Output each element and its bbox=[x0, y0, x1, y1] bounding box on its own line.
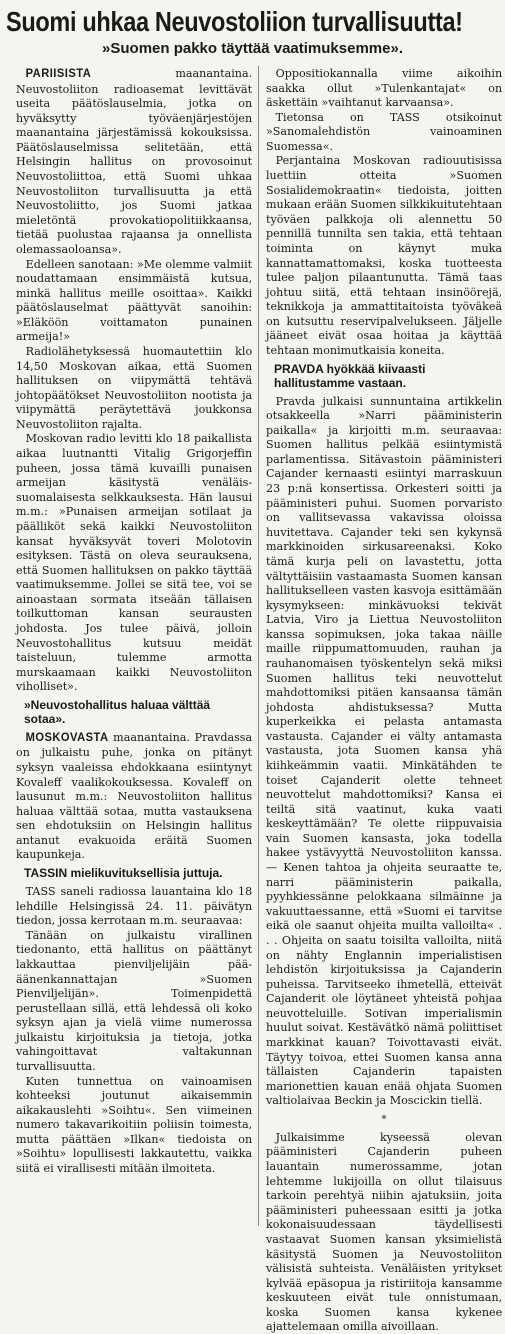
paragraph: TASS saneli radiossa lauantaina klo 18 lehdille Helsingissä 24. 11. päivätyn tiedon, jossa kerrotaan m.m. seuraavaa: bbox=[16, 884, 253, 928]
dateline-moskovasta: MOSKOVASTA bbox=[25, 730, 109, 744]
paragraph: Tietonsa on TASS otsikoinut »Sanomalehdistön vainoaminen Suomessa«. bbox=[266, 109, 503, 153]
paragraph-text: maanantaina. Pravdassa on julkaistu puhe, jonka on pitänyt syksyn vaaleissa ehdokkaana esiintynyt Kovaleff vaalikokouksessa. Kovaleff on lausunut m.m.: Neuvostoliiton hallitus haluaa välttää sotaa, mutta vastauksena sen ehdotuksiin on Helsingin hallitus antanut evakuoida eräitä Suomen kaupunkeja. bbox=[16, 729, 253, 862]
dateline-pariisista: PARIISISTA bbox=[25, 67, 92, 80]
paragraph: Moskovan radio levitti klo 18 paikallista aikaa luutnantti Vitalig Grigorjeffin puheen, jossa tämä kuvailli punaisen armeijan käsitystä venäläis-suomalaisesta selkkauksesta. Hän lausui m.m.: »Punaisen armeijan sotilaat ja päälliköt sekä kaikki Neuvostoliiton kansat hyväksyvät toveri Molotovin esityksen. Tästä on oleva seurauksena, että Suomen hallituksen on pakko täyttää vaatimuksemme. Jollei se sitä tee, voi se ainoastaan sormata itseään tällaisen toilkuttoman kansan seurausten johdosta. Jos tulee päivä, jolloin Neuvostohallitus kutsuu meidät taisteluun, tulemme armotta murskaamaan kaikki Neuvostoliiton viholliset». bbox=[16, 431, 253, 694]
paragraph-text: maanantaina. Neuvostoliiton radioasemat levittävät useita päätöslauselmia, jotka on hyväksytty työväenjärjestöjen maanantaina järjestämissä kokouksissa. Päätöslauselmissa selitetään, että Helsingin hallitus on provosoinut Neuvostoliittoa, että Suomi uhkaa Neuvostoliiton turvallisuutta ja että Neuvostoliitto, jos Suomi jatkaa mieletöntä provokatiopolitiikkaansa, tietää puolustaa rajaansa ja onnellista olemassaoloansa». bbox=[16, 66, 253, 256]
paragraph: Julkaisimme kyseessä olevan pääministeri Cajanderin puheen lauantain numerossamme, jotan lehtemme lukijoilla on ollut tilaisuus tarkoin perehtyä niihin ajatuksiin, joita pääministeri puheessaan esitti ja jotka kokonaisuudessaan täydellisesti vastaavat Suomen kansan yksimielistä käsitystä Suomen ja Neuvostoliiton välisistä suhteista. Venäläisten yritykset kylvää epäsopua ja ristiriitoja kansamme keskuuteen eivät tule onnistumaan, koska Suomen kansa kykenee ajattelemaan omilla aivoillaan. bbox=[266, 1129, 503, 1334]
paragraph bbox=[16, 66, 252, 257]
section-heading: TASSIN mielikuvituksellisia juttuja. bbox=[24, 866, 223, 881]
paragraph: Perjantaina Moskovan radiouutisissa luettiin otteita »Suomen Sosialidemokraatin« tiedoista, joitten mukaan erään Suomen silkkikuitutehtaan työväen palkkoja oli alennettu 50 pennillä tunnilta sen takia, että tehtaan toiminta on käynyt muka kannattamattomaksi, koska tuotteesta tulee paljon pilaantunutta. Tämä taas johtuu siitä, että tehtaan insinöörejä, teknikkoja ja ammattitaitoista työväkeä on kutsuttu reservipalvelukseen. Jäljelle jääneet eivät osaa hoitaa ja käyttää tehtaan monimutkaisia koneita. bbox=[266, 153, 503, 357]
separator-asterisk: * bbox=[381, 1113, 387, 1125]
paragraph: Pravda julkaisi sunnuntaina artikkelin otsakkeella »Narri pääministerin paikalla« ja kirjoitti m.m. seuraavaa: Suomen hallitus pelkää esiintymistä parlamentissa. Sitävastoin pääministeri Cajander kernaasti esiintyi marraskuun 23 p:nä konsertissa. Orkesteri soitti ja pääministeri puhui. Suomen porvaristo on vallitsevassa vakavissa oloissa huvitettava. Cajander teki sen kykynsä markkinoiden sirkusareenaksi. Koko tämä kurja peli on lavastettu, jotta vältyttäisiin vastaamasta Suomen kansan hallitukselleen vasten kasvoja esittämään kysymykseen: minkävuoksi tekivät Latvia, Viro ja Liettua Neuvostoliiton kanssa sopimuksen, joka takaa näille maille riippumattomuuden, rauhan ja rauhanomaisen työskentelyn sekä miksi Suomen hallitus teki neuvottelut mahdottomiksi pitäen kansaansa tämän johdosta ahdistuksessa? Mutta kuperkeikka ei pelasta antamasta vastausta. Cajander ei välty antamasta vastausta, jota Suomen kansa yhä kiihkeämmin vaatii. Minkätähden te toiset Cajanderit olette tehneet neuvottelut mahdottomiksi? Kansa ei teiltä sitä vaatinut, kuka vaati keskeyttämään? Te olette riippuvaisia vain Suomen kansasta, joka todella hakee ystävyyttä Neuvostoliiton kanssa. — Kenen tahtoa ja ohjeita seuraatte te, narri pääministerin paikalla, pyyhkiessänne pelokkaana silmäinne ja vakuuttaessanne, että »Suomi ei tarvitse eikä ole saanut ohjeita muilta valloilta« . . . Ohjeita on saatu toisilta valloilta, niitä on nähty Englannin imperialistisen lehdistön kirjoituksissa ja Cajanderin puheissa. Tarvitseeko ihmetellä, etteivät Cajanderit ole löytäneet yhteistä pohjaa neuvotteluille. Sotivan imperialismin huulut soivat. Kestävätkö nämä poliittiset markkinat kauan? Toivottavasti eivät. Täytyy toivoa, ettei Suomen kansa anna tällaisten Cajanderin tapaisten marionettien kauan enää ohjata Suomen valtiolaivaa Beckin ja Moscickin tiellä. bbox=[266, 393, 503, 1108]
right-column bbox=[266, 66, 503, 1334]
paragraph: Tänään on julkaistu virallinen tiedonanto, että hallitus on päättänyt lakkauttaa pienviljelijäin pää-äänenkannattajan »Suomen Pienviljelijän». Toimenpidettä perustellaan sillä, että lehdessä oli koko syksyn ajan ja vielä viime numerossa julkaistu kirjoituksia ja tietoja, jotka vahingoittavat valtakunnan turvallisuutta. bbox=[16, 927, 253, 1073]
paragraph: Edelleen sanotaan: »Me olemme valmiit noudattamaan ensimmäistä kutsua, minkä hallitus meille osoittaa». Kaikki päätöslauselmat päättyvät sanoihin: »Eläköön voittamaton punainen armeija!» bbox=[16, 256, 253, 344]
paragraph: Kuten tunnettua on vainoamisen kohteeksi joutunut aikaisemmin aikakauslehti »Soihtu«. Sen viimeinen numero takavarikoitiin poliisin toimesta, mutta päättäen »Ilkan« tiedoista on »Soihtu» lopullisesti lakkautettu, vaikka siitä ei virallisesti mitään ilmoiteta. bbox=[16, 1073, 253, 1176]
paragraph: Oppositiokannalla viime aikoihin saakka ollut »Tulenkantajat« on äskettäin »vaihtanut karvaansa». bbox=[266, 66, 503, 110]
headline: Suomi uhkaa Neuvostoliion turvallisuutta! bbox=[6, 6, 463, 37]
subheadline: »Suomen pakko täyttää vaatimuksemme». bbox=[102, 40, 403, 57]
section-heading: »Neuvostohallitus haluaa välttää sotaa». bbox=[24, 697, 211, 726]
paragraph: Radiolähetyksessä huomautettiin klo 14,50 Moskovan aikaa, että Suomen hallituksen on viipymättä tehtävä johtopäätökset Neuvostoliiton nootista ja viipymättä peräytettävä joukkonsa Neuvostoliiton rajalta. bbox=[16, 343, 253, 431]
paragraph bbox=[16, 730, 252, 862]
section-heading: PRAVDA hyökkää kiivaasti hallitustamme vastaan. bbox=[274, 361, 426, 390]
left-column bbox=[16, 66, 252, 1239]
column-divider bbox=[258, 66, 259, 1226]
